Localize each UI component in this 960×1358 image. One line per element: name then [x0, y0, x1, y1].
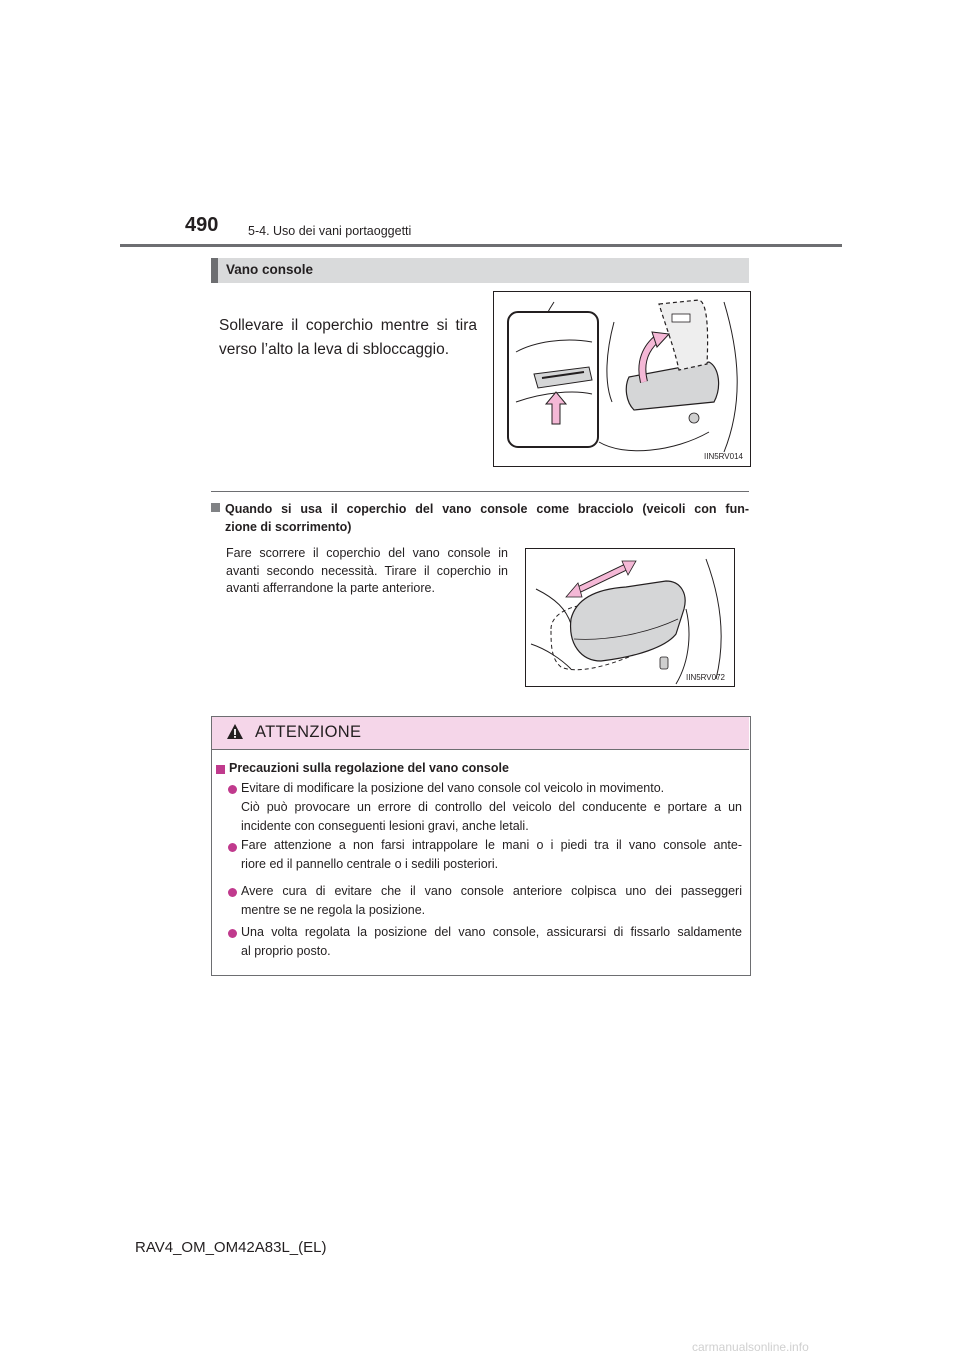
page-number: 490	[185, 214, 219, 236]
round-bullet-icon	[228, 843, 237, 852]
subsection-text	[226, 545, 508, 598]
subsection-heading	[225, 500, 749, 536]
round-bullet-icon	[228, 929, 237, 938]
warning-item-line: riore ed il pannello centrale o i sedili posteriori.	[241, 857, 499, 871]
warning-item-line: Ciò può provocare un errore di controllo del veicolo del conducente e portare a un	[241, 800, 742, 814]
round-bullet-icon	[228, 785, 237, 794]
subsection-text-line: avanti afferrandone la parte anteriore.	[226, 581, 435, 595]
header-divider	[120, 244, 842, 247]
console-lid-illustration	[493, 291, 751, 467]
warning-item-line: Evitare di modificare la posizione del vano console col veicolo in movimento.	[241, 781, 665, 795]
section-title: Vano console	[226, 262, 314, 277]
section-title-accent	[211, 258, 218, 283]
warning-item	[241, 923, 742, 961]
instruction-line: verso l’alto la leva di sbloccaggio.	[219, 341, 450, 358]
warning-heading: Precauzioni sulla regolazione del vano console	[229, 761, 509, 775]
document-code: RAV4_OM_OM42A83L_(EL)	[135, 1239, 327, 1256]
warning-triangle-icon	[226, 723, 244, 741]
warning-item-line: al proprio posto.	[241, 944, 331, 958]
round-bullet-icon	[228, 888, 237, 897]
subsection-text-line: avanti secondo necessità. Tirare il coperchio in	[226, 563, 508, 578]
instruction-line: Sollevare il coperchio mentre si tira	[219, 317, 477, 334]
console-slide-drawing	[526, 549, 734, 686]
warning-item-line: incidente con conseguenti lesioni gravi, anche letali.	[241, 819, 529, 833]
figure-code: IIN5RV072	[686, 673, 725, 682]
warning-item-line: Avere cura di evitare che il vano console anteriore colpisca uno dei passeggeri	[241, 884, 742, 898]
subsection-heading-line: Quando si usa il coperchio del vano console come bracciolo (veicoli con fun-	[225, 502, 749, 516]
square-bullet-icon	[216, 765, 225, 774]
warning-title: ATTENZIONE	[255, 723, 362, 741]
warning-item	[241, 882, 742, 920]
instruction-text	[219, 314, 477, 362]
warning-item	[241, 779, 742, 836]
subsection-divider	[211, 491, 749, 492]
site-watermark: carmanualsonline.info	[692, 1340, 809, 1354]
subsection-text-line: Fare scorrere il coperchio del vano console in	[226, 546, 508, 560]
warning-item-line: mentre se ne regola la posizione.	[241, 903, 426, 917]
warning-item	[241, 836, 742, 874]
subsection-heading-line: zione di scorrimento)	[225, 520, 352, 534]
square-bullet-icon	[211, 503, 220, 512]
console-slide-illustration	[525, 548, 735, 687]
console-lid-drawing	[494, 292, 750, 466]
warning-item-line: Fare attenzione a non farsi intrappolare le mani o i piedi tra il vano console ante-	[241, 838, 742, 852]
chapter-title: 5-4. Uso dei vani portaoggetti	[248, 224, 412, 238]
warning-item-line: Una volta regolata la posizione del vano console, assicurarsi di fissarlo saldamente	[241, 925, 742, 939]
figure-code: IIN5RV014	[704, 452, 743, 461]
